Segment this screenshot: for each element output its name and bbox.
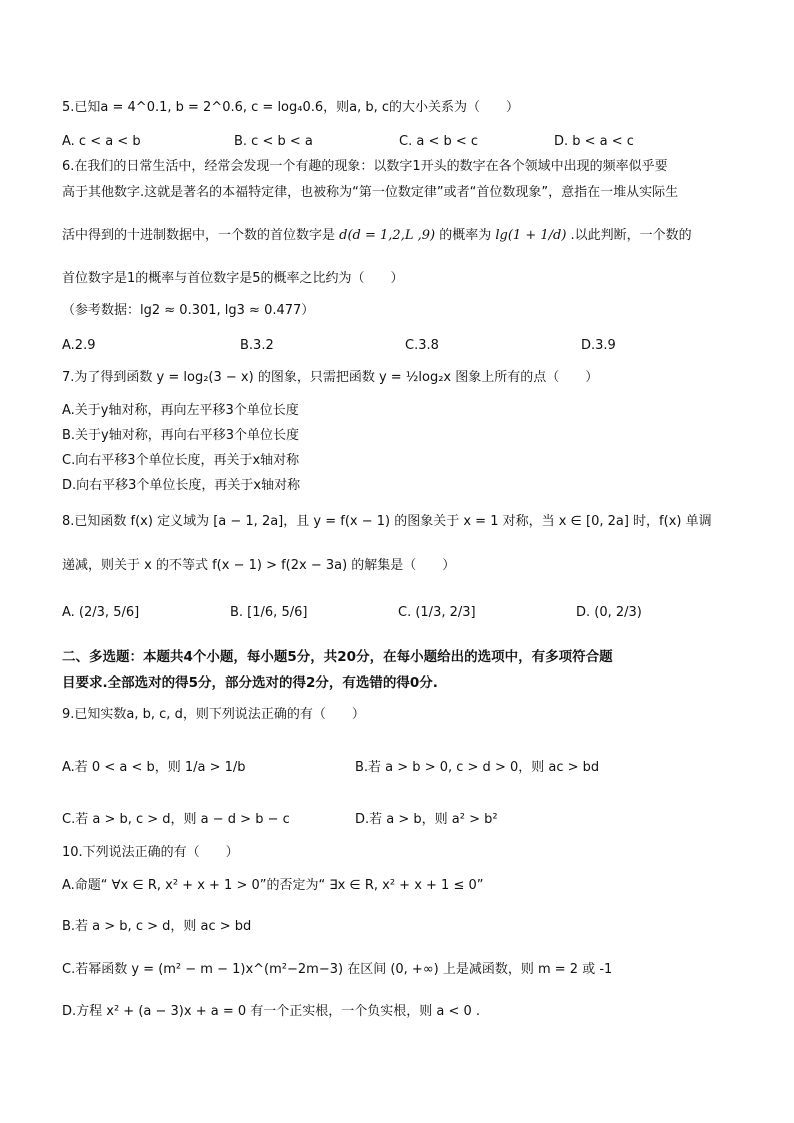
q8-option-a: A. (2/3, 5/6] [62, 605, 140, 620]
q5-stem: 5.已知a = 4^0.1, b = 2^0.6, c = log₄0.6，则a, b, c的大小关系为（ ） [62, 100, 520, 115]
q6-line3-e: .以此判断，一个数的 [570, 228, 692, 243]
q8-line2: 递减，则关于 x 的不等式 f(x − 1) > f(2x − 3a) 的解集是（ ） [62, 558, 456, 573]
q5-option-d: D. b < a < c [554, 134, 634, 149]
q5-options [62, 132, 722, 152]
q6-option-c: C.3.8 [405, 338, 439, 353]
q7-option-b: B.关于y轴对称，再向右平移3个单位长度 [62, 428, 300, 443]
q10-option-c: C.若幂函数 y = (m² − m − 1)x^(m²−2m−3) 在区间 (0, +∞) 上是减函数，则 m = 2 或 -1 [62, 962, 613, 977]
q6-option-b: B.3.2 [240, 338, 274, 353]
q9-option-c: C.若 a > b, c > d，则 a − d > b − c [62, 812, 290, 827]
q6-options [62, 336, 722, 356]
q5-option-b: B. c < b < a [234, 134, 313, 149]
q10-option-a: A.命题“ ∀x ∈ R, x² + x + 1 > 0”的否定为“ ∃x ∈ R, x² + x + 1 ≤ 0” [62, 878, 484, 893]
q6-option-a: A.2.9 [62, 338, 96, 353]
q8-line1: 8.已知函数 f(x) 定义域为 [a − 1, 2a]，且 y = f(x − 1) 的图象关于 x = 1 对称，当 x ∈ [0, 2a] 时，f(x) 单调 [62, 514, 712, 529]
q5-option-a: A. c < a < b [62, 134, 141, 149]
q6-line3-c: 的概率为 [439, 228, 492, 243]
q10-option-d: D.方程 x² + (a − 3)x + a = 0 有一个正实根，一个负实根，则 a < 0 . [62, 1004, 481, 1019]
q7-option-d: D.向右平移3个单位长度，再关于x轴对称 [62, 478, 301, 493]
q6-line4: 首位数字是1的概率与首位数字是5的概率之比约为（ ） [62, 271, 404, 286]
q8-options [62, 603, 722, 623]
q9-option-b: B.若 a > b > 0, c > d > 0，则 ac > bd [355, 760, 600, 775]
q6-line1: 6.在我们的日常生活中，经常会发现一个有趣的现象：以数字1开头的数字在各个领域中出现的频率似乎要 [62, 159, 668, 174]
q8-option-c: C. (1/3, 2/3] [398, 605, 476, 620]
q9-option-d: D.若 a > b，则 a² > b² [355, 812, 498, 827]
q7-option-a: A.关于y轴对称，再向左平移3个单位长度 [62, 403, 299, 418]
q7-option-c: C.向右平移3个单位长度，再关于x轴对称 [62, 453, 300, 468]
q8-option-b: B. [1/6, 5/6] [230, 605, 308, 620]
q6-reference: （参考数据：lg2 ≈ 0.301, lg3 ≈ 0.477） [62, 303, 315, 318]
q6-log-formula: lg(1 + 1/d) [495, 228, 567, 243]
q6-line3 [62, 226, 692, 246]
q6-line3-a: 活中得到的十进制数据中，一个数的首位数字是 [62, 228, 336, 243]
q9-option-a: A.若 0 < a < b，则 1/a > 1/b [62, 760, 246, 775]
section2-heading-line1: 二、多选题：本题共4个小题，每小题5分，共20分，在每小题给出的选项中，有多项符合题 [62, 649, 613, 665]
q8-option-d: D. (0, 2/3) [576, 605, 642, 620]
q9-stem: 9.已知实数a, b, c, d，则下列说法正确的有（ ） [62, 707, 365, 722]
q6-option-d: D.3.9 [581, 338, 616, 353]
q7-stem: 7.为了得到函数 y = log₂(3 − x) 的图象，只需把函数 y = ½log₂x 图象上所有的点（ ） [62, 370, 599, 385]
section2-heading-line2: 目要求.全部选对的得5分，部分选对的得2分，有选错的得0分. [62, 675, 438, 691]
q10-stem: 10.下列说法正确的有（ ） [62, 845, 239, 860]
q6-digit-range: d(d = 1,2,L ,9) [339, 228, 436, 243]
q6-line2: 高于其他数字.这就是著名的本福特定律，也被称为“第一位数定律”或者“首位数现象”，意指在一堆从实际生 [62, 185, 679, 200]
q10-option-b: B.若 a > b, c > d，则 ac > bd [62, 919, 252, 934]
q5-option-c: C. a < b < c [399, 134, 479, 149]
